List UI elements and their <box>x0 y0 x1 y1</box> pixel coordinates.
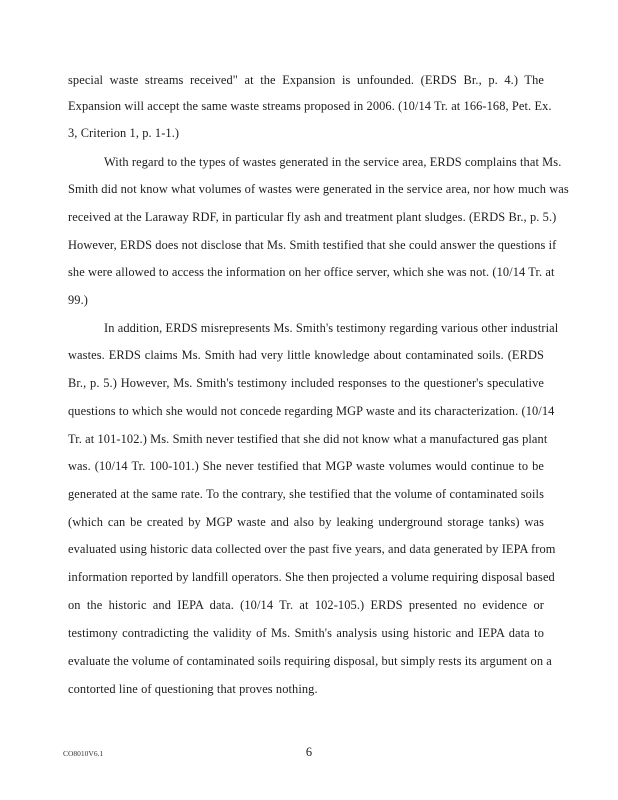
text-line: (which can be created by MGP waste and also by leaking underground storage tanks) was <box>68 515 544 529</box>
text-line: was. (10/14 Tr. 100-101.) She never testified that MGP waste volumes would continue to be <box>68 459 544 473</box>
document-footer-code: CO8010V6.1 <box>63 749 104 758</box>
text-line: Br., p. 5.) However, Ms. Smith's testimony included responses to the questioner's speculative <box>68 376 544 390</box>
text-line: Tr. at 101-102.) Ms. Smith never testified that she did not know what a manufactured gas plant <box>68 432 548 446</box>
text-line: 3, Criterion 1, p. 1-1.) <box>68 126 180 140</box>
text-line: Smith did not know what volumes of wastes were generated in the service area, nor how much was <box>68 182 569 196</box>
text-line: Expansion will accept the same waste streams proposed in 2006. (10/14 Tr. at 166-168, Pet. Ex. <box>68 99 552 113</box>
text-line: testimony contradicting the validity of Ms. Smith's analysis using historic and IEPA data to <box>68 626 544 640</box>
text-line: 99.) <box>68 293 89 307</box>
text-line: evaluated using historic data collected over the past five years, and data generated by IEPA from <box>68 542 556 556</box>
text-line: generated at the same rate. To the contrary, she testified that the volume of contaminated soils <box>68 487 544 501</box>
text-line: special waste streams received" at the Expansion is unfounded. (ERDS Br., p. 4.) The <box>68 73 544 87</box>
text-line: on the historic and IEPA data. (10/14 Tr. at 102-105.) ERDS presented no evidence or <box>68 598 544 612</box>
text-line: questions to which she would not concede regarding MGP waste and its characterization. (10/14 <box>68 404 555 418</box>
text-line: information reported by landfill operators. She then projected a volume requiring disposal based <box>68 570 555 584</box>
page-number: 6 <box>305 745 313 759</box>
text-line: wastes. ERDS claims Ms. Smith had very little knowledge about contaminated soils. (ERDS <box>68 348 544 362</box>
text-line: In addition, ERDS misrepresents Ms. Smith's testimony regarding various other industrial <box>104 321 559 335</box>
text-line: However, ERDS does not disclose that Ms. Smith testified that she could answer the questions if <box>68 238 557 252</box>
text-line: she were allowed to access the information on her office server, which she was not. (10/14 Tr. at <box>68 265 555 279</box>
text-line: With regard to the types of wastes generated in the service area, ERDS complains that Ms. <box>104 155 562 169</box>
text-line: received at the Laraway RDF, in particular fly ash and treatment plant sludges. (ERDS Br., p. 5.) <box>68 210 557 224</box>
text-line: evaluate the volume of contaminated soils requiring disposal, but simply rests its argument on a <box>68 654 552 668</box>
text-line: contorted line of questioning that proves nothing. <box>68 682 318 696</box>
